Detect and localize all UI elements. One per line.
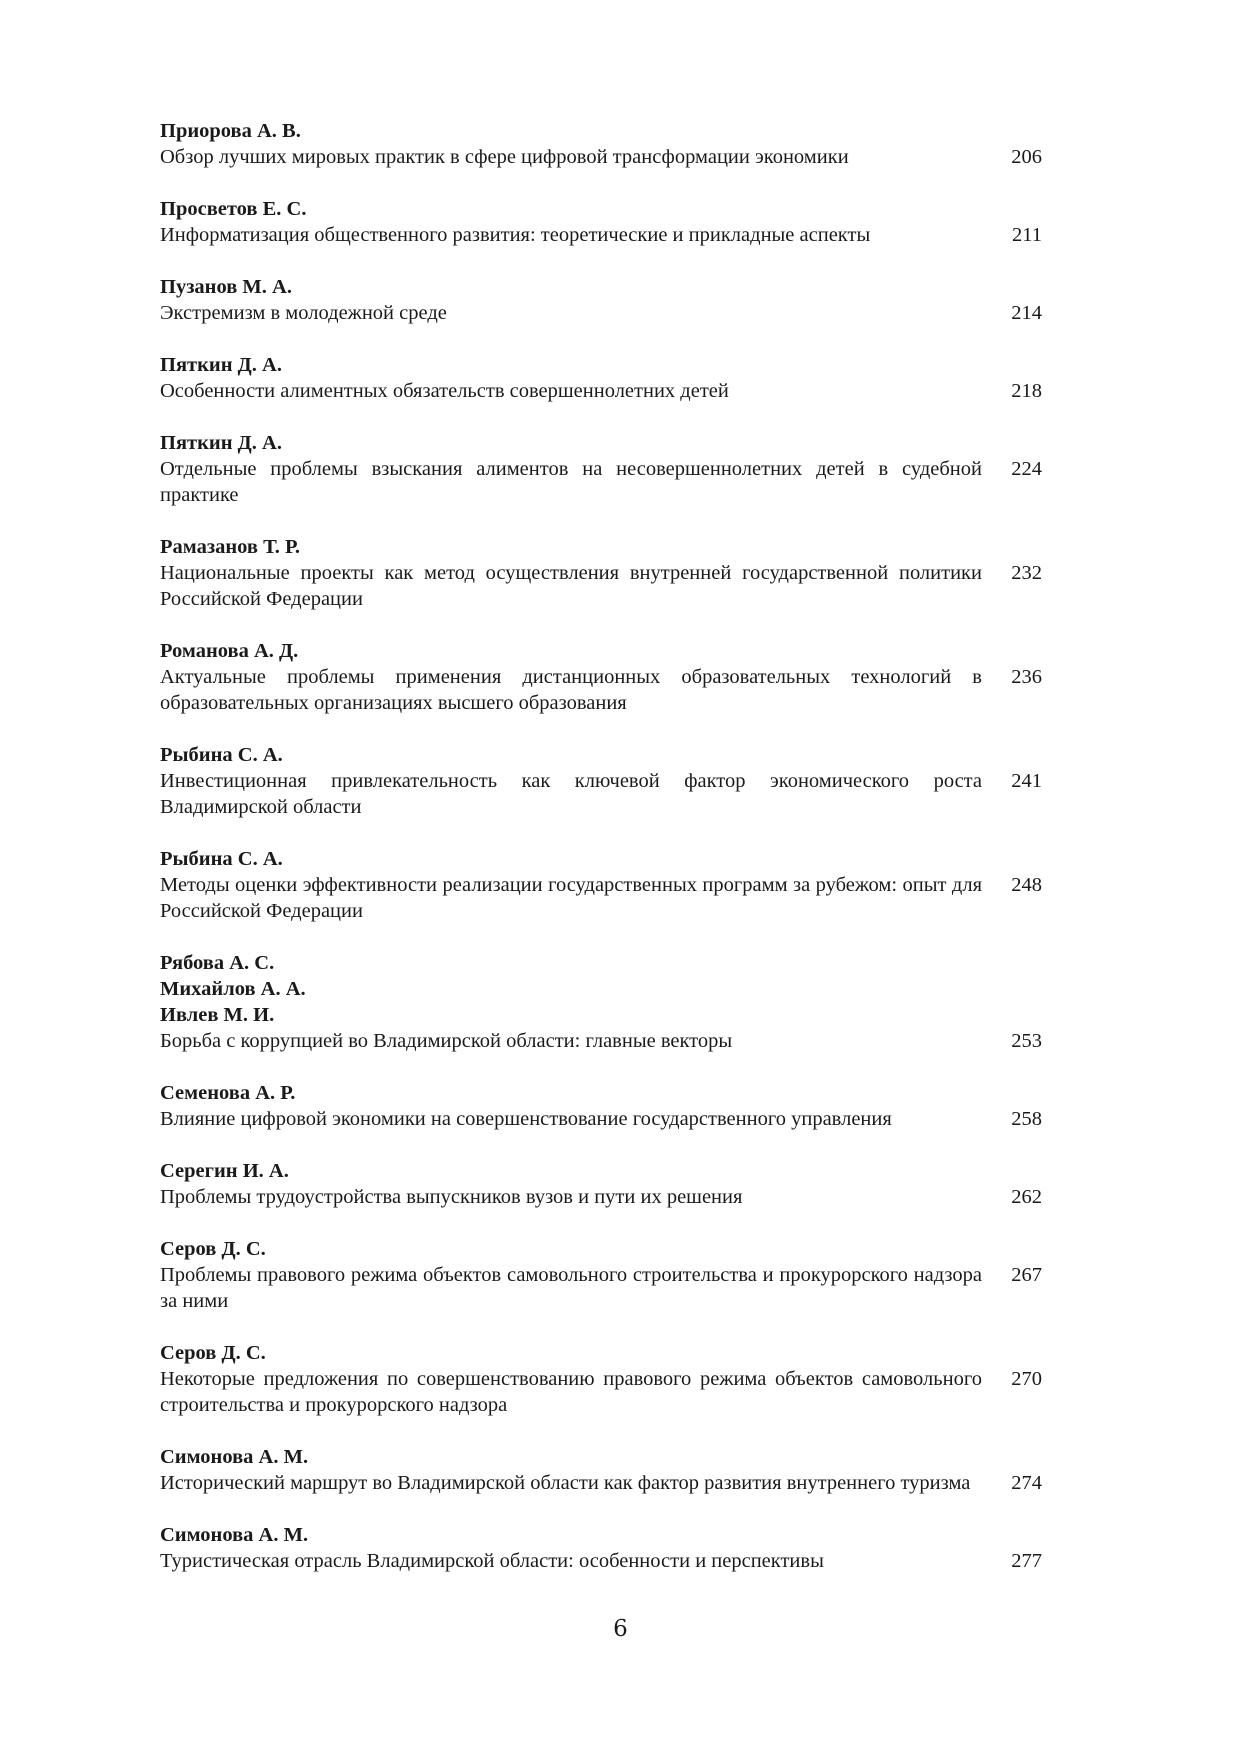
entry-author: Симонова А. М. [160,1446,309,1468]
toc-entry [160,846,1042,924]
toc-entry [160,196,1042,248]
entry-author: Симонова А. М. [160,1524,309,1546]
entry-page-number: 211 [1012,224,1042,246]
entry-title-row [160,872,1042,924]
entry-page-number: 270 [1011,1368,1042,1390]
entry-title: Экстремизм в молодежной среде [160,302,447,324]
toc-entry [160,1522,1042,1574]
entry-title-row [160,144,1042,170]
entry-title: Отдельные проблемы взыскания алиментов на несовершеннолетних детей в судебной практике [160,458,982,506]
entry-page-number: 248 [1011,874,1042,896]
entry-title: Методы оценки эффективности реализации государственных программ за рубежом: опыт для Российской Федерации [160,874,982,922]
entry-page-number: 258 [1011,1108,1042,1130]
entry-title-row [160,560,1042,612]
entry-title: Туристическая отрасль Владимирской области: особенности и перспективы [160,1550,824,1572]
entry-author: Романова А. Д. [160,640,299,662]
entry-page-number: 206 [1011,146,1042,168]
entry-page-number: 236 [1011,666,1042,688]
toc-entry [160,742,1042,820]
entry-title: Инвестиционная привлекательность как ключевой фактор экономического роста Владимирской области [160,770,982,818]
entry-title: Проблемы трудоустройства выпускников вузов и пути их решения [160,1186,743,1208]
entry-title-row [160,1366,1042,1418]
entry-title: Исторический маршрут во Владимирской области как фактор развития внутреннего туризма [160,1472,971,1494]
entry-title-row [160,378,1042,404]
entry-title: Борьба с коррупцией во Владимирской области: главные векторы [160,1030,733,1052]
entry-page-number: 214 [1011,302,1042,324]
entry-author: Просветов Е. С. [160,198,307,220]
entry-title-row [160,1470,1042,1496]
entry-page-number: 262 [1011,1186,1042,1208]
entry-author: Рыбина С. А. [160,744,283,766]
entry-title-row [160,1262,1042,1314]
entry-author: Рамазанов Т. Р. [160,536,301,558]
page-number: 6 [613,1616,628,1642]
entry-title-row [160,1548,1042,1574]
entry-title-row [160,1028,1042,1054]
entry-title-row [160,222,1042,248]
entry-author: Семенова А. Р. [160,1082,296,1104]
entry-title: Некоторые предложения по совершенствованию правового режима объектов самовольного строительства и прокурорского надзора [160,1368,982,1416]
entry-page-number: 253 [1011,1030,1042,1052]
entry-page-number: 241 [1011,770,1042,792]
entry-page-number: 274 [1011,1472,1042,1494]
entry-author: Серегин И. А. [160,1160,289,1182]
entry-title: Национальные проекты как метод осуществления внутренней государственной политики Российской Федерации [160,562,982,610]
entry-title: Особенности алиментных обязательств совершеннолетних детей [160,380,729,402]
toc-entry [160,1080,1042,1132]
entry-page-number: 224 [1011,458,1042,480]
toc-entry [160,274,1042,326]
toc-entry [160,430,1042,508]
entry-title-row [160,768,1042,820]
entry-title: Информатизация общественного развития: теоретические и прикладные аспекты [160,224,871,246]
entry-author: Серов Д. С. [160,1342,266,1364]
toc-entry [160,1158,1042,1210]
entry-title: Актуальные проблемы применения дистанционных образовательных технологий в образовательных организациях высшего образования [160,666,982,714]
entry-page-number: 232 [1011,562,1042,584]
toc-entry [160,1340,1042,1418]
entry-author: Рябова А. С. [160,952,275,974]
entry-author: Ивлев М. И. [160,1004,275,1026]
toc-entry [160,950,1042,1054]
entry-title: Проблемы правового режима объектов самовольного строительства и прокурорского надзора за ними [160,1264,982,1312]
entry-title-row [160,456,1042,508]
toc-entry [160,1444,1042,1496]
toc-entry [160,118,1042,170]
entry-author: Серов Д. С. [160,1238,266,1260]
entry-page-number: 267 [1011,1264,1042,1286]
entry-page-number: 218 [1011,380,1042,402]
toc-entry [160,352,1042,404]
toc-entry [160,534,1042,612]
table-of-contents [160,118,1042,1600]
toc-entry [160,638,1042,716]
entry-author: Приорова А. В. [160,120,301,142]
entry-author: Пяткин Д. А. [160,354,282,376]
entry-title-row [160,664,1042,716]
entry-title-row [160,300,1042,326]
entry-author: Пузанов М. А. [160,276,292,298]
entry-author: Пяткин Д. А. [160,432,282,454]
entry-author: Михайлов А. А. [160,978,306,1000]
entry-title: Влияние цифровой экономики на совершенствование государственного управления [160,1108,892,1130]
entry-title-row [160,1184,1042,1210]
entry-title-row [160,1106,1042,1132]
entry-author: Рыбина С. А. [160,848,283,870]
toc-entry [160,1236,1042,1314]
entry-title: Обзор лучших мировых практик в сфере цифровой трансформации экономики [160,146,849,168]
entry-page-number: 277 [1011,1550,1042,1572]
